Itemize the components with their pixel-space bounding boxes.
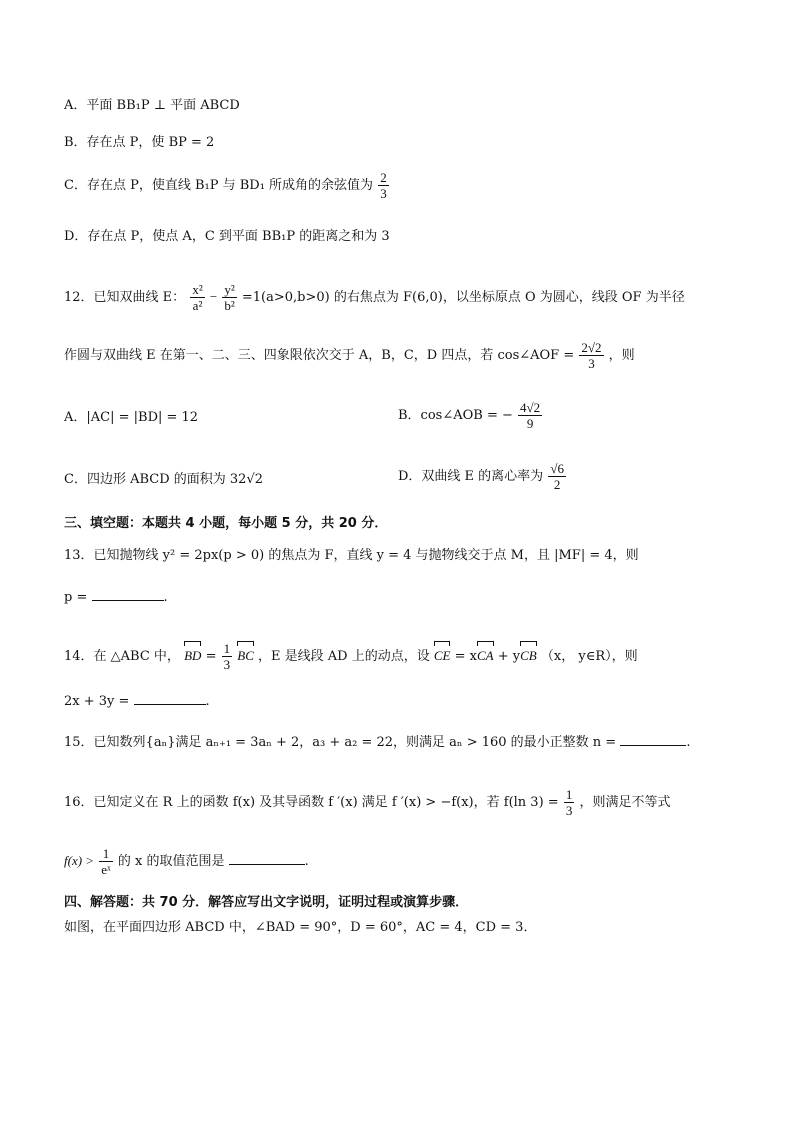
q15-line: 15．已知数列{aₙ}满足 aₙ₊₁ = 3aₙ + 2，a₃ + a₂ = 22，则满足 aₙ > 160 的最小正整数 n = . [64, 735, 691, 750]
q13-answer-blank[interactable] [92, 588, 164, 601]
q16-fraction-one-third: $\frac{1}{3}$ [565, 787, 573, 818]
vector-cb: CB [520, 646, 537, 666]
section-4-heading: 四、解答题：共 70 分．解答应写出文字说明，证明过程或演算步骤． [64, 895, 469, 910]
vector-ce: CE [434, 646, 451, 666]
q13-line2: p = . [64, 590, 168, 605]
q12-stem-line1: 12．已知双曲线 E： $\frac{\text{x²}}{\text{a²}}$ − $\frac{\text{y²}}{\text{b²}}$ =1(a>0,b>0) 的右焦点为 F(6,0)，以坐标原点 O 为圆心，线段 OF 为半径 [64, 282, 685, 313]
q12-option-c: C．四边形 ABCD 的面积为 32√2 [64, 472, 263, 487]
vector-bc: BC [237, 646, 254, 666]
q16-answer-blank[interactable] [229, 852, 305, 865]
q14-fraction: $\frac{1}{3}$ [223, 641, 231, 672]
q17-intro: 如图，在平面四边形 ABCD 中，∠BAD = 90°，D = 60°，AC = 4，CD = 3． [64, 920, 537, 935]
q12-stem-line2: 作圆与双曲线 E 在第一、二、三、四象限依次交于 A，B，C，D 四点，若 cos∠AOF = $\frac{2√2}{3}$ ，则 [64, 340, 635, 371]
q11-option-c-fraction: $\frac{2}{3}$ [380, 170, 387, 201]
q14-answer-blank[interactable] [134, 692, 206, 705]
q14-line1: 14．在 △ABC 中， BD = $\frac{1}{3}$ BC ，E 是线段 AD 上的动点，设 CE = xCA + yCB （x， y∈R），则 [64, 641, 638, 672]
q14-line2: 2x + 3y = . [64, 694, 210, 709]
q11-option-a: A．平面 BB₁P ⊥ 平面 ABCD [64, 98, 240, 113]
q16-line2: f(x) > $\frac{1}{\text{eˣ}}$ 的 x 的取值范围是 . [64, 846, 309, 877]
q12-option-d: D．双曲线 E 的离心率为 $\frac{√6}{2}$ [398, 461, 564, 492]
q12-option-d-fraction: $\frac{√6}{2}$ [550, 461, 564, 492]
q12-frac-cos: $\frac{2√2}{3}$ [581, 340, 602, 371]
q16-line1: 16．已知定义在 R 上的函数 f(x) 及其导函数 f ′(x) 满足 f ′(x) > −f(x)，若 f(ln 3) = $\frac{1}{3}$ ，则满足不等式 [64, 787, 671, 818]
q13-line1: 13．已知抛物线 y² = 2px(p > 0) 的焦点为 F，直线 y = 4 与抛物线交于点 M，且 |MF| = 4，则 [64, 548, 639, 563]
q12-option-b-fraction: $\frac{4√2}{9}$ [520, 400, 541, 431]
q12-option-b: B．cos∠AOB = − $\frac{4√2}{9}$ [398, 400, 541, 431]
q12-frac-y: $\frac{\text{y²}}{\text{b²}}$ [224, 282, 235, 313]
q15-answer-blank[interactable] [620, 733, 686, 746]
q12-frac-x: $\frac{\text{x²}}{\text{a²}}$ [192, 282, 203, 313]
q11-option-d: D．存在点 P，使点 A，C 到平面 BB₁P 的距离之和为 3 [64, 229, 390, 244]
q11-option-b: B．存在点 P，使 BP = 2 [64, 135, 215, 150]
vector-ca: CA [477, 646, 494, 666]
section-3-heading: 三、填空题：本题共 4 小题，每小题 5 分，共 20 分． [64, 516, 388, 531]
q16-fraction-exp: $\frac{1}{\text{eˣ}}$ [101, 846, 111, 877]
vector-bd: BD [184, 646, 201, 666]
q12-option-a: A．|AC| = |BD| = 12 [64, 410, 199, 425]
q11-option-c: C．存在点 P，使直线 B₁P 与 BD₁ 所成角的余弦值为 $\frac{2}{3}$ [64, 170, 387, 201]
